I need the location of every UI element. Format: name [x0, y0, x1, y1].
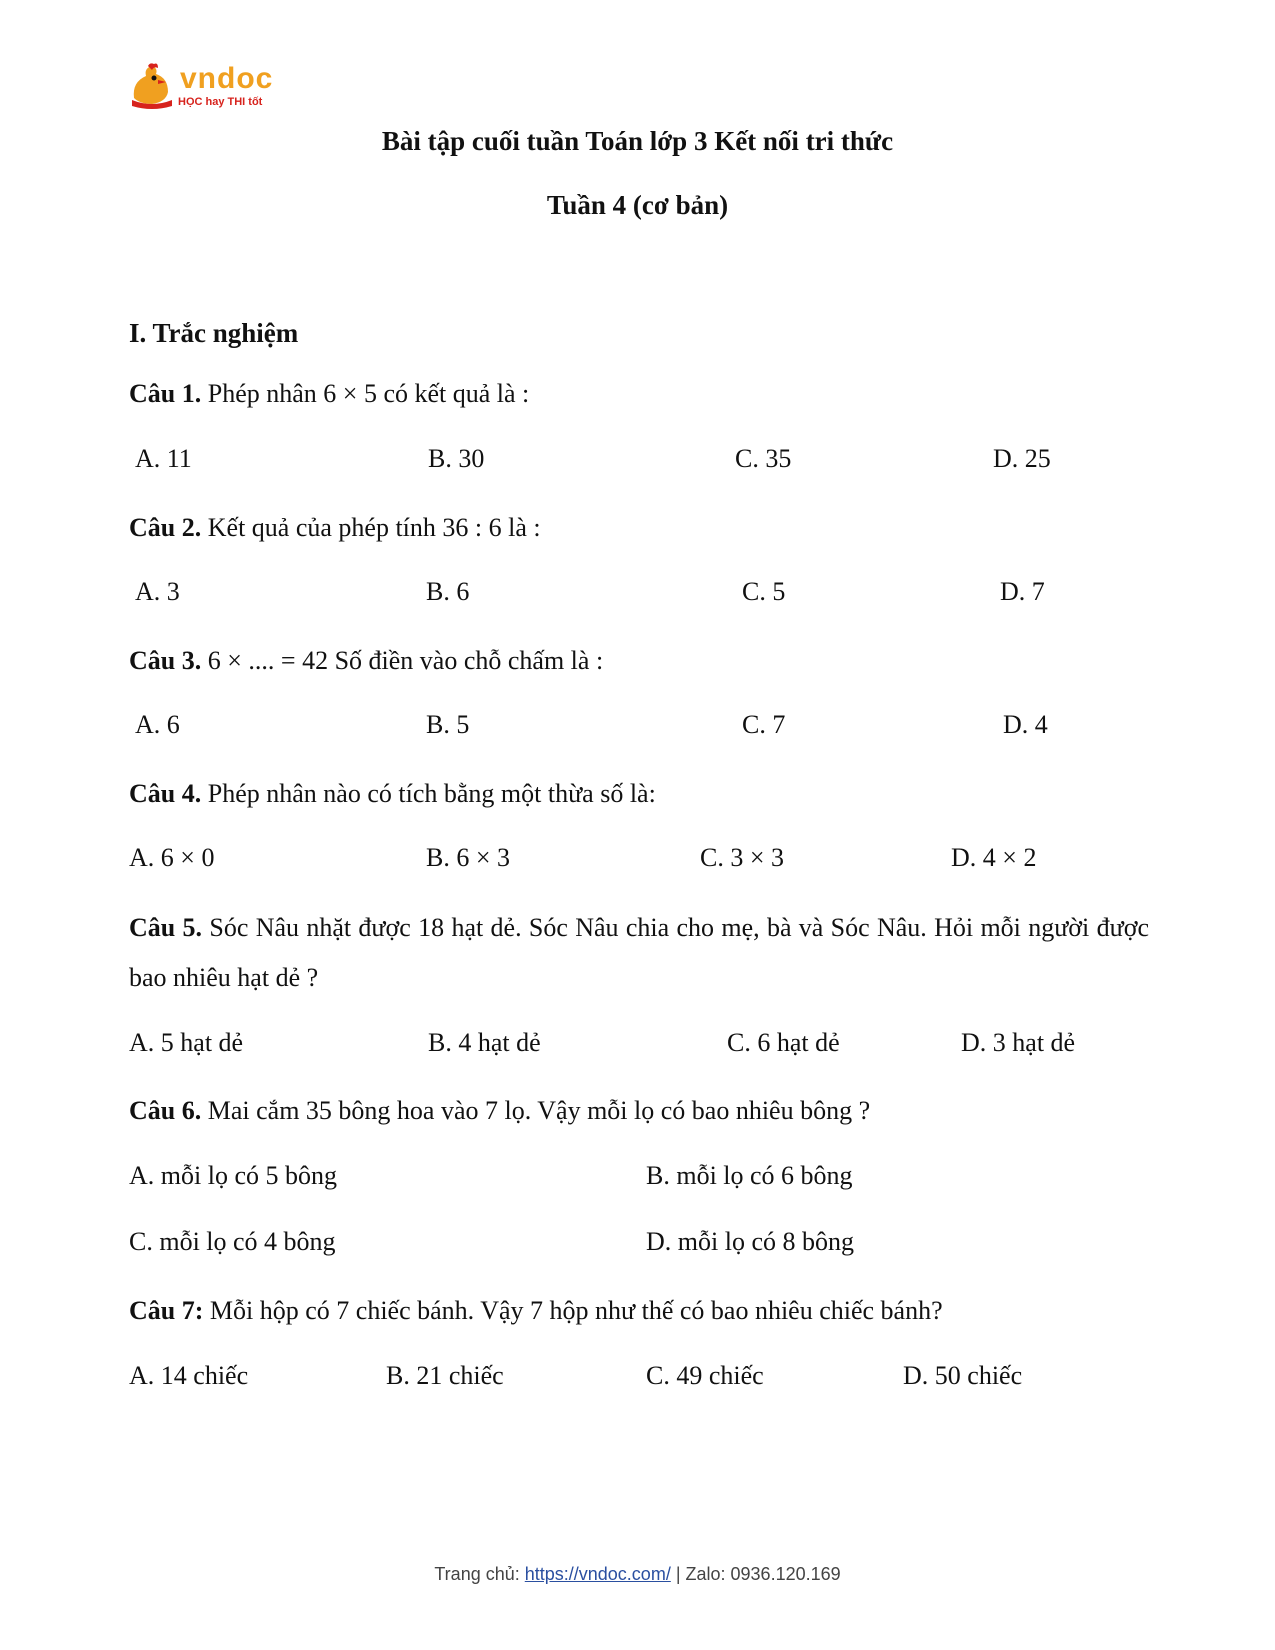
homepage-link[interactable]: https://vndoc.com/: [524, 1564, 671, 1584]
question-1: [129, 369, 1149, 419]
question-text: Phép nhân 6 × 5 có kết quả là :: [201, 379, 530, 408]
option-4a[interactable]: A. 6 × 0: [129, 843, 215, 872]
option-7b[interactable]: B. 21 chiếc: [386, 1361, 504, 1390]
option-2a[interactable]: A. 3: [135, 577, 180, 606]
question-label: Câu 6.: [129, 1096, 202, 1125]
page-footer: [0, 1562, 1275, 1586]
option-6c[interactable]: C. mỗi lọ có 4 bông: [129, 1227, 336, 1256]
option-5a[interactable]: A. 5 hạt dẻ: [129, 1028, 244, 1057]
question-text: 6 × .... = 42 Số điền vào chỗ chấm là :: [201, 646, 604, 675]
option-6a[interactable]: A. mỗi lọ có 5 bông: [129, 1161, 337, 1190]
option-4b[interactable]: B. 6 × 3: [426, 843, 511, 872]
option-2b[interactable]: B. 6: [426, 577, 470, 606]
option-1a[interactable]: A. 11: [135, 444, 192, 473]
footer-contact: | Zalo: 0936.120.169: [670, 1564, 841, 1584]
question-4: [129, 769, 1149, 819]
option-5c[interactable]: C. 6 hạt dẻ: [727, 1028, 840, 1057]
question-3: [129, 636, 1149, 686]
footer-prefix: Trang chủ:: [434, 1564, 525, 1584]
question-6: [129, 1086, 1149, 1136]
option-6b[interactable]: B. mỗi lọ có 6 bông: [646, 1161, 853, 1190]
question-label: Câu 2.: [129, 513, 202, 542]
option-3b[interactable]: B. 5: [426, 710, 470, 739]
option-1c[interactable]: C. 35: [735, 444, 792, 473]
question-text: Mai cắm 35 bông hoa vào 7 lọ. Vậy mỗi lọ có bao nhiêu bông ?: [201, 1096, 871, 1125]
option-3c[interactable]: C. 7: [742, 710, 786, 739]
question-text: Phép nhân nào có tích bằng một thừa số là:: [201, 779, 656, 808]
document-subtitle: Tuần 4 (cơ bản): [546, 190, 729, 220]
question-label: Câu 4.: [129, 779, 202, 808]
option-5b[interactable]: B. 4 hạt dẻ: [428, 1028, 541, 1057]
question-text: Mỗi hộp có 7 chiếc bánh. Vậy 7 hộp như thế có bao nhiêu chiếc bánh?: [203, 1296, 943, 1325]
option-7d[interactable]: D. 50 chiếc: [903, 1361, 1023, 1390]
question-text: Kết quả của phép tính 36 : 6 là :: [201, 513, 541, 542]
question-2: [129, 503, 1149, 553]
option-1d[interactable]: D. 25: [993, 444, 1051, 473]
question-label: Câu 5.: [129, 913, 203, 942]
question-label: Câu 1.: [129, 379, 202, 408]
option-6d[interactable]: D. mỗi lọ có 8 bông: [646, 1227, 854, 1256]
option-2d[interactable]: D. 7: [1000, 577, 1045, 606]
option-7a[interactable]: A. 14 chiếc: [129, 1361, 249, 1390]
logo-tagline: HỌC hay THI tốt: [178, 96, 263, 108]
option-5d[interactable]: D. 3 hạt dẻ: [961, 1028, 1076, 1057]
option-2c[interactable]: C. 5: [742, 577, 786, 606]
document-title: Bài tập cuối tuần Toán lớp 3 Kết nối tri thức: [381, 126, 894, 156]
question-label: Câu 7:: [129, 1296, 204, 1325]
logo-wordmark: vndoc: [180, 62, 274, 95]
vndoc-logo: [128, 62, 288, 114]
option-7c[interactable]: C. 49 chiếc: [646, 1361, 764, 1390]
section-title: I. Trắc nghiệm: [129, 318, 299, 348]
option-3d[interactable]: D. 4: [1003, 710, 1048, 739]
option-4d[interactable]: D. 4 × 2: [951, 843, 1037, 872]
question-5: [129, 903, 1149, 1003]
option-3a[interactable]: A. 6: [135, 710, 180, 739]
question-text: Sóc Nâu nhặt được 18 hạt dẻ. Sóc Nâu chia cho mẹ, bà và Sóc Nâu. Hỏi mỗi người được bao nhiêu hạt dẻ ?: [129, 913, 1149, 992]
question-7: [129, 1286, 1149, 1336]
option-4c[interactable]: C. 3 × 3: [700, 843, 785, 872]
rooster-mascot-icon: [128, 62, 176, 110]
question-label: Câu 3.: [129, 646, 202, 675]
option-1b[interactable]: B. 30: [428, 444, 485, 473]
